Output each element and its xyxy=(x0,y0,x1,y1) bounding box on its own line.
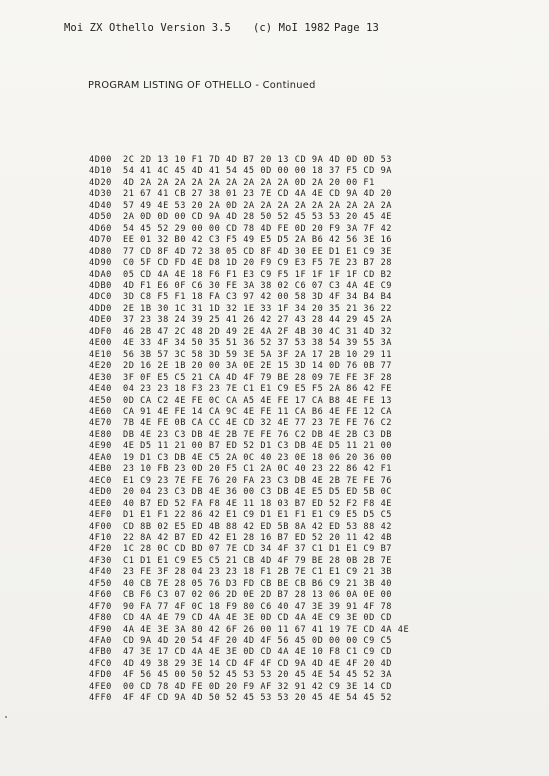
row-address: 4F40 xyxy=(89,567,112,578)
hex-listing xyxy=(89,155,409,705)
listing-row xyxy=(89,682,409,693)
row-bytes: CA 91 4E FE 14 CA 9C 4E FE 11 CA B6 4E FE 12 CA xyxy=(123,406,393,417)
row-bytes: 2C 2D 13 10 F1 7D 4D B7 20 13 CD 9A 4D 0D 0D 53 xyxy=(123,155,393,165)
listing-row xyxy=(89,579,409,590)
row-address: 4D50 xyxy=(89,212,112,223)
row-bytes: 47 3E 17 CD 4A 4E 3E 0D CD 4A 4E 10 F8 C1 C9 CD xyxy=(123,647,393,658)
listing-row xyxy=(89,487,409,498)
listing-row xyxy=(89,670,409,681)
row-bytes: 2E 1B 30 1C 31 1D 32 1E 33 1F 34 20 35 21 36 22 xyxy=(123,303,393,314)
row-bytes: 3F 0F E5 C5 21 CA 4D 4F 79 BE 28 09 7E FE 3F 28 xyxy=(123,372,393,383)
row-bytes: CD 9A 4D 20 54 4F 20 4D 4F 56 45 0D 00 00 C9 C5 xyxy=(123,636,393,647)
row-bytes: 4A 4E 3E 3A 80 42 6F 26 00 11 67 41 19 7E CD 4A 4E xyxy=(123,624,410,635)
row-address: 4EF0 xyxy=(89,510,112,521)
listing-row xyxy=(89,155,409,166)
row-bytes: D1 E1 F1 22 86 42 E1 C9 D1 E1 F1 E1 C9 E5 D5 C5 xyxy=(123,510,393,521)
row-bytes: 1C 28 0C CD BD 07 7E CD 34 4F 37 C1 D1 E1 C9 B7 xyxy=(123,544,393,555)
listing-row xyxy=(89,304,409,315)
row-address: 4FC0 xyxy=(89,658,112,669)
row-bytes: 19 D1 C3 DB 4E C5 2A 0C 40 23 0E 18 06 20 36 00 xyxy=(123,452,393,463)
listing-row xyxy=(89,212,409,223)
row-bytes: 37 23 38 24 39 25 41 26 42 27 43 28 44 29 45 2A xyxy=(123,315,393,326)
row-bytes: 04 23 23 18 F3 23 7E C1 E1 C9 E5 F5 2A 86 42 FE xyxy=(123,384,393,395)
row-address: 4EB0 xyxy=(89,464,112,475)
listing-row xyxy=(89,522,409,533)
row-address: 4FE0 xyxy=(89,681,112,692)
row-bytes: 2D 16 2E 1B 20 00 3A 0E 2E 15 3D 14 0D 76 0B 77 xyxy=(123,361,393,372)
listing-row xyxy=(89,247,409,258)
row-address: 4D20 xyxy=(89,177,112,188)
row-bytes: DB 4E 23 C3 DB 4E 2B 7E FE 76 C2 DB 4E 2B C3 DB xyxy=(123,429,393,440)
row-address: 4E60 xyxy=(89,406,112,417)
listing-row xyxy=(89,350,409,361)
row-address: 4D90 xyxy=(89,258,112,269)
row-bytes: C1 D1 E1 C9 E5 C5 21 CB 4D 4F 79 BE 28 0B 2B 7E xyxy=(123,555,393,566)
listing-row xyxy=(89,556,409,567)
row-bytes: 4E D5 11 21 00 B7 ED 52 D1 C3 DB 4E D5 11 21 00 xyxy=(123,441,393,452)
row-bytes: 4F 4F CD 9A 4D 50 52 45 53 53 20 45 4E 54 45 52 xyxy=(123,693,393,704)
listing-row xyxy=(89,258,409,269)
row-bytes: 40 CB 7E 28 05 76 D3 FD CB BE CB B6 C9 21 3B 40 xyxy=(123,578,393,589)
row-address: 4ED0 xyxy=(89,487,112,498)
listing-row xyxy=(89,476,409,487)
listing-title: PROGRAM LISTING OF OTHELLO - Continued xyxy=(88,80,316,91)
listing-row xyxy=(89,189,409,200)
row-address: 4F60 xyxy=(89,590,112,601)
row-bytes: 54 41 4C 45 4D 41 54 45 0D 00 00 18 37 F5 CD 9A xyxy=(123,166,393,177)
listing-row xyxy=(89,625,409,636)
row-bytes: 23 10 FB 23 0D 20 F5 C1 2A 0C 40 23 22 86 42 F1 xyxy=(123,464,393,475)
row-address: 4E80 xyxy=(89,429,112,440)
listing-row xyxy=(89,292,409,303)
listing-row xyxy=(89,636,409,647)
row-address: 4F70 xyxy=(89,601,112,612)
row-bytes: 46 2B 47 2C 48 2D 49 2E 4A 2F 4B 30 4C 31 4D 32 xyxy=(123,326,393,337)
row-bytes: 3D C8 F5 F1 18 FA C3 97 42 00 58 3D 4F 34 B4 B4 xyxy=(123,292,393,303)
listing-row xyxy=(89,647,409,658)
row-bytes: 21 67 41 CB 27 38 01 23 7E CD 4A 4E CD 9A 4D 20 xyxy=(123,189,393,200)
row-bytes: 4D 2A 2A 2A 2A 2A 2A 2A 2A 2A 0D 2A 20 00 F1 xyxy=(123,177,375,188)
listing-row xyxy=(89,613,409,624)
program-name: Moi ZX Othello Version 3.5 xyxy=(64,22,231,34)
listing-row xyxy=(89,602,409,613)
row-address: 4EE0 xyxy=(89,498,112,509)
listing-row xyxy=(89,533,409,544)
listing-row xyxy=(89,441,409,452)
row-address: 4E50 xyxy=(89,395,112,406)
row-address: 4F10 xyxy=(89,532,112,543)
listing-row xyxy=(89,235,409,246)
row-bytes: C0 5F CD FD 4E D8 1D 20 F9 C9 E3 F5 7E 23 B7 28 xyxy=(123,258,393,269)
row-bytes: 22 8A 42 B7 ED 42 E1 28 16 B7 ED 52 20 11 42 4B xyxy=(123,532,393,543)
row-bytes: 4D 49 38 29 3E 14 CD 4F 4F CD 9A 4D 4E 4F 20 4D xyxy=(123,658,393,669)
listing-row xyxy=(89,338,409,349)
row-address: 4D60 xyxy=(89,223,112,234)
listing-row xyxy=(89,464,409,475)
row-address: 4FD0 xyxy=(89,670,112,681)
row-bytes: CB F6 C3 07 02 06 2D 0E 2D B7 28 13 06 0A 0E 00 xyxy=(123,590,393,601)
listing-row xyxy=(89,361,409,372)
row-address: 4F00 xyxy=(89,521,112,532)
row-address: 4F50 xyxy=(89,578,112,589)
row-address: 4D00 xyxy=(89,155,112,165)
row-address: 4DB0 xyxy=(89,280,112,291)
listing-row xyxy=(89,510,409,521)
listing-row xyxy=(89,224,409,235)
row-address: 4F30 xyxy=(89,555,112,566)
row-address: 4E10 xyxy=(89,349,112,360)
row-address: 4D10 xyxy=(89,166,112,177)
row-bytes: CD 4A 4E 79 CD 4A 4E 3E 0D CD 4A 4E C9 3E 0D CD xyxy=(123,613,393,624)
listing-row xyxy=(89,373,409,384)
punch-mark xyxy=(5,716,7,718)
row-bytes: E1 C9 23 7E FE 76 20 FA 23 C3 DB 4E 2B 7E FE 76 xyxy=(123,475,393,486)
row-address: 4E30 xyxy=(89,372,112,383)
row-address: 4E00 xyxy=(89,338,112,349)
row-bytes: 4D F1 E6 0F C6 30 FE 3A 38 02 C6 07 C3 4A 4E C9 xyxy=(123,280,393,291)
listing-row xyxy=(89,693,409,704)
row-address: 4E90 xyxy=(89,441,112,452)
page-number: Page 13 xyxy=(334,22,379,34)
listing-row xyxy=(89,166,409,177)
row-bytes: 4F 56 45 00 50 52 45 53 53 20 45 4E 54 45 52 3A xyxy=(123,670,393,681)
row-address: 4E20 xyxy=(89,361,112,372)
copyright: (c) MoI 1982 xyxy=(252,22,331,34)
listing-row xyxy=(89,384,409,395)
row-address: 4F80 xyxy=(89,613,112,624)
row-address: 4D70 xyxy=(89,235,112,246)
row-bytes: 40 B7 ED 52 FA F8 4E 11 18 03 B7 ED 52 F2 F8 4E xyxy=(123,498,393,509)
row-address: 4DE0 xyxy=(89,315,112,326)
listing-row xyxy=(89,453,409,464)
row-bytes: 77 CD 8F 4D 72 38 05 CD 8F 4D 30 EE D1 E1 C9 3E xyxy=(123,246,393,257)
row-bytes: 7B 4E FE 0B CA CC 4E CD 32 4E 77 23 7E FE 76 C2 xyxy=(123,418,393,429)
listing-row xyxy=(89,544,409,555)
listing-row xyxy=(89,270,409,281)
listing-row xyxy=(89,178,409,189)
listing-row xyxy=(89,418,409,429)
row-bytes: 00 CD 78 4D FE 0D 20 F9 AF 32 91 42 C9 3E 14 CD xyxy=(123,681,393,692)
row-address: 4EA0 xyxy=(89,452,112,463)
listing-row xyxy=(89,590,409,601)
row-bytes: 4E 33 4F 34 50 35 51 36 52 37 53 38 54 39 55 3A xyxy=(123,338,393,349)
row-address: 4D40 xyxy=(89,200,112,211)
row-address: 4DC0 xyxy=(89,292,112,303)
listing-row xyxy=(89,327,409,338)
listing-row xyxy=(89,407,409,418)
row-bytes: 2A 0D 0D 00 CD 9A 4D 28 50 52 45 53 53 20 45 4E xyxy=(123,212,393,223)
row-bytes: 0D CA C2 4E FE 0C CA A5 4E FE 17 CA B8 4E FE 13 xyxy=(123,395,393,406)
listing-row xyxy=(89,315,409,326)
row-address: 4DF0 xyxy=(89,326,112,337)
row-address: 4DD0 xyxy=(89,303,112,314)
listing-row xyxy=(89,499,409,510)
row-bytes: 54 45 52 29 00 00 CD 78 4D FE 0D 20 F9 3A 7F 42 xyxy=(123,223,393,234)
row-address: 4E70 xyxy=(89,418,112,429)
page-header xyxy=(64,22,401,34)
listing-row xyxy=(89,567,409,578)
row-address: 4DA0 xyxy=(89,269,112,280)
row-address: 4E40 xyxy=(89,384,112,395)
listing-row xyxy=(89,281,409,292)
row-bytes: EE 01 32 B0 42 C3 F5 49 E5 D5 2A B6 42 56 3E 16 xyxy=(123,235,393,246)
listing-row xyxy=(89,430,409,441)
row-bytes: 57 49 4E 53 20 2A 0D 2A 2A 2A 2A 2A 2A 2A 2A 2A xyxy=(123,200,393,211)
row-address: 4F90 xyxy=(89,624,112,635)
row-address: 4EC0 xyxy=(89,475,112,486)
row-address: 4F20 xyxy=(89,544,112,555)
row-address: 4D80 xyxy=(89,246,112,257)
row-bytes: 56 3B 57 3C 58 3D 59 3E 5A 3F 2A 17 2B 10 29 11 xyxy=(123,349,393,360)
row-address: 4D30 xyxy=(89,189,112,200)
listing-row xyxy=(89,201,409,212)
row-address: 4FA0 xyxy=(89,636,112,647)
row-bytes: 20 04 23 C3 DB 4E 36 00 C3 DB 4E E5 D5 ED 5B 0C xyxy=(123,487,393,498)
listing-row xyxy=(89,396,409,407)
row-address: 4FF0 xyxy=(89,693,112,704)
row-bytes: 23 FE 3F 28 04 23 23 18 F1 2B 7E C1 E1 C9 21 3B xyxy=(123,567,393,578)
row-bytes: 90 FA 77 4F 0C 18 F9 80 C6 40 47 3E 39 91 4F 78 xyxy=(123,601,393,612)
row-address: 4FB0 xyxy=(89,647,112,658)
row-bytes: 05 CD 4A 4E 18 F6 F1 E3 C9 F5 1F 1F 1F 1F CD B2 xyxy=(123,269,393,280)
row-bytes: CD 8B 02 E5 ED 4B 88 42 ED 5B 8A 42 ED 53 88 42 xyxy=(123,521,393,532)
listing-row xyxy=(89,659,409,670)
